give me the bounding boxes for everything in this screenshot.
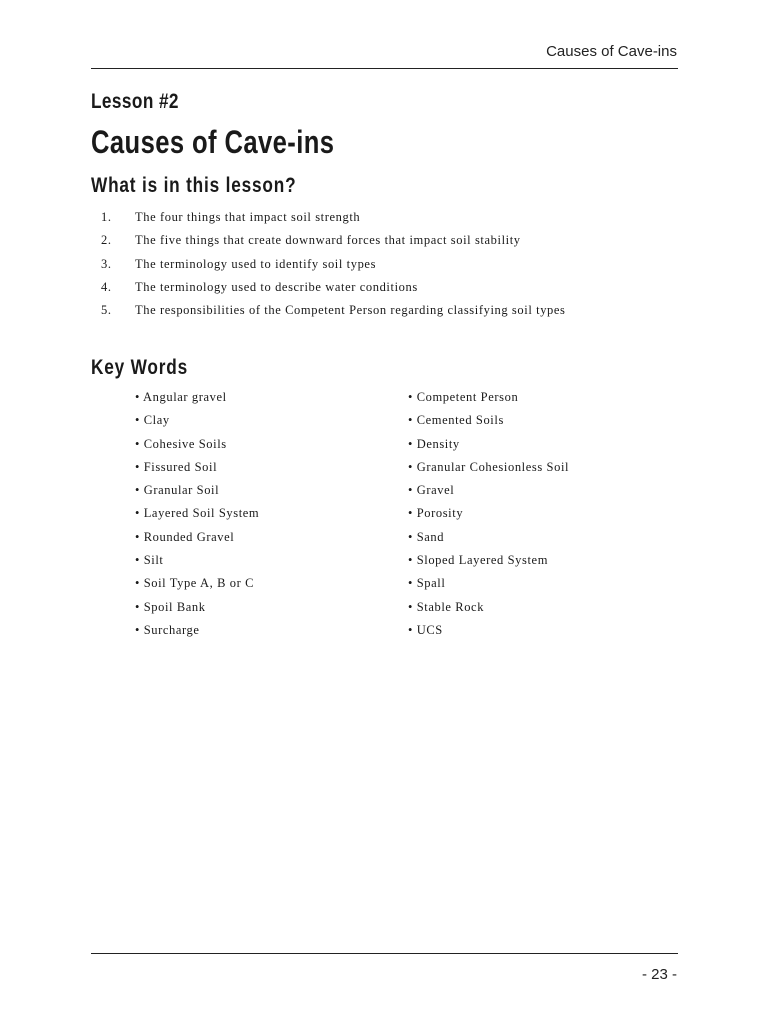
list-item-text: The five things that create downward forces that impact soil stability — [135, 233, 521, 248]
lesson-label: Lesson #2 — [91, 90, 179, 113]
list-item-text: The four things that impact soil strength — [135, 210, 361, 224]
page-title: Causes of Cave-ins — [91, 124, 335, 160]
key-words-left-column — [135, 388, 259, 644]
list-item-text: The responsibilities of the Competent Person regarding classifying soil types — [135, 303, 566, 318]
list-item-text: The terminology used to identify soil types — [135, 256, 377, 271]
key-word-item: • Cohesive Soils — [135, 436, 227, 451]
key-word-item: • Rounded Gravel — [135, 529, 235, 544]
key-word-item: • Layered Soil System — [135, 506, 260, 521]
key-word-item: • Spoil Bank — [135, 599, 206, 614]
list-item-number: 2. — [101, 233, 112, 248]
key-word-item: • Surcharge — [135, 622, 200, 637]
key-word-item: • UCS — [408, 622, 443, 637]
list-item-number: 1. — [101, 210, 112, 224]
key-word-item: • Density — [408, 436, 460, 451]
objectives-heading: What is in this lesson? — [91, 174, 297, 197]
list-item-number: 5. — [101, 303, 112, 318]
key-word-item: • Soil Type A, B or C — [135, 576, 255, 591]
list-item-number: 3. — [101, 256, 112, 271]
key-words-heading: Key Words — [91, 356, 189, 379]
key-word-item: • Fissured Soil — [135, 459, 218, 474]
key-word-item: • Sand — [408, 529, 445, 544]
key-word-item: • Porosity — [408, 506, 464, 521]
page-number: - 23 - — [641, 966, 677, 983]
key-word-item: • Spall — [408, 576, 446, 591]
list-item-number: 4. — [101, 279, 112, 294]
list-item-text: The terminology used to describe water conditions — [135, 279, 418, 294]
key-word-item: • Cemented Soils — [408, 413, 504, 428]
key-word-item: • Silt — [135, 553, 164, 568]
key-word-item: • Gravel — [408, 483, 455, 498]
key-word-item: • Sloped Layered System — [408, 553, 549, 568]
key-word-item: • Angular gravel — [135, 390, 227, 404]
running-header: Causes of Cave-ins — [546, 43, 677, 60]
footer-rule — [91, 953, 678, 954]
key-words-right-column — [408, 388, 569, 644]
key-word-item: • Clay — [135, 413, 170, 428]
key-word-item: • Stable Rock — [408, 599, 485, 614]
key-word-item: • Granular Soil — [135, 483, 220, 498]
key-word-item: • Granular Cohesionless Soil — [408, 459, 570, 474]
header-rule — [91, 68, 678, 69]
key-word-item: • Competent Person — [408, 390, 519, 404]
